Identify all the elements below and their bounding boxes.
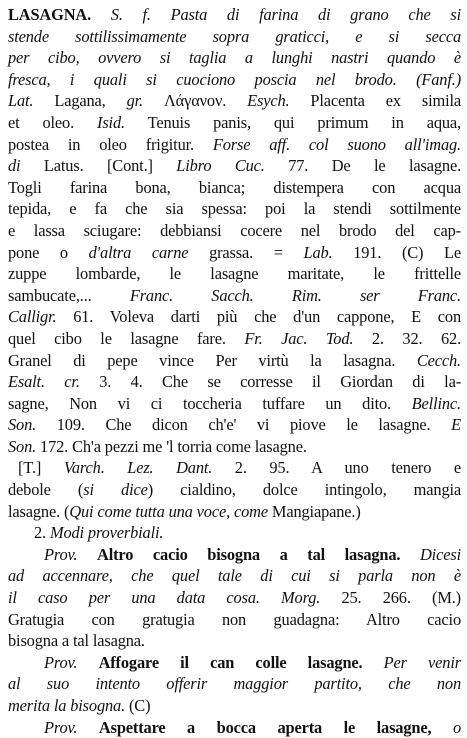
headword-text: Affogare il can colle lasagne. [98, 652, 363, 672]
body-text: ) cialdino, dolce intingolo, mangia [147, 480, 462, 500]
text-line [8, 198, 461, 220]
body-text: tepida, e fa che sia spessa: poi la stendi sottilmente [8, 199, 461, 219]
italic-text: Qui come tutta una voce, come [69, 501, 268, 521]
body-text [91, 5, 111, 24]
body-text: grassa. = [188, 242, 304, 262]
body-text: Latus. [Cont.] [20, 156, 177, 176]
text-line [8, 263, 461, 285]
body-text: Granel di pepe vince Per virtù la lasagna. [8, 350, 417, 370]
italic-text: di [8, 156, 21, 176]
text-line [8, 457, 461, 479]
italic-text: Lat. [8, 91, 34, 111]
body-text: Gratugia con gratugia non guadagna: Altro cacio [8, 609, 461, 629]
italic-text: Prov. [44, 652, 78, 672]
text-line [8, 695, 461, 717]
text-line [8, 155, 461, 177]
body-text: 2. 32. 62. [353, 328, 462, 348]
italic-text: il caso per una data cosa. Morg. [8, 588, 321, 608]
body-text: 191. (C) Le [332, 242, 461, 262]
body-text: 61. Voleva darti più che d'un cappone, E con [56, 307, 461, 327]
text-line [8, 4, 461, 26]
text-line [8, 177, 461, 199]
body-text [363, 653, 384, 672]
text-line [8, 609, 461, 631]
headword-text: LASAGNA. [8, 5, 92, 24]
italic-text: per cibo, ovvero si taglia a lunghi nastri quando è [8, 48, 461, 68]
text-line [8, 220, 461, 242]
headword-text: Aspettare a bocca aperta le lasagne, [98, 717, 432, 737]
dictionary-entry-lasagna [8, 4, 461, 738]
body-text: 172. Ch'a pezzi me 'l torria come lasagne. [36, 436, 307, 456]
text-line [8, 350, 461, 372]
italic-text: ad accennare, che quel tale di cui si parla non è [8, 566, 461, 586]
body-text: lasagne. ( [8, 501, 70, 521]
italic-text: Fr. Jac. Tod. [244, 328, 354, 348]
text-line [8, 522, 461, 544]
body-text: postea in oleo frigitur. [8, 134, 213, 154]
text-line [8, 328, 461, 350]
body-text: debole ( [8, 480, 84, 500]
text-line [8, 565, 461, 587]
text-line [8, 371, 461, 393]
body-text [77, 718, 99, 737]
body-text: 3. 4. Che se corresse il Giordan di la- [79, 372, 461, 392]
italic-text: Isid. [97, 112, 125, 132]
italic-text: Forse aff. col suono all'imag. [212, 134, 462, 154]
text-line [8, 414, 461, 436]
body-text: 25. 266. (M.) [320, 588, 461, 608]
italic-text: Prov. [44, 544, 78, 564]
italic-text: Esalt. cr. [8, 372, 80, 392]
body-text: pone o [8, 242, 89, 262]
italic-text: merita la bisogna. [8, 696, 126, 715]
italic-text: d'altra carne [88, 242, 189, 262]
body-text: et oleo. [8, 112, 98, 132]
body-text [77, 545, 97, 564]
body-text: sambucate,... [8, 285, 130, 305]
text-line [8, 69, 461, 91]
italic-text: Bellinc. [411, 393, 461, 413]
body-text [400, 545, 420, 564]
body-text: 2. [34, 523, 50, 543]
italic-text: o [452, 717, 462, 737]
text-line [8, 673, 461, 695]
body-text: Togli farina bona, bianca; distempera con acqua [8, 177, 461, 197]
italic-text: si dice [83, 480, 148, 500]
body-text: Λάγανον. [142, 91, 248, 111]
body-text: e lassa sciugare: debbiansi cocere nel brodo del cap- [8, 220, 461, 240]
italic-text: Cecch. [416, 350, 461, 370]
body-text: (C) [125, 696, 151, 715]
body-text [431, 718, 453, 737]
italic-text: Prov. [44, 717, 78, 737]
italic-text: Franc. Sacch. Rim. ser Franc. [129, 285, 461, 305]
text-line [8, 717, 461, 738]
italic-text: Modi proverbiali. [49, 523, 164, 543]
body-text: quel cibo le lasagne fare. [8, 328, 245, 348]
italic-text: Lab. [303, 242, 333, 262]
text-line [8, 242, 461, 264]
italic-text: al suo intento offerir maggior partito, che non [8, 674, 461, 694]
body-text: 109. Che dicon ch'e' vi piove le lasagne. [36, 415, 452, 435]
italic-text: Calligr. [8, 307, 57, 327]
italic-text: gr. [126, 91, 143, 111]
italic-text: Esych. [247, 91, 290, 111]
text-line [8, 306, 461, 328]
italic-text: stende sottilissimamente sopra graticci, e si secca [8, 26, 461, 46]
text-line [8, 393, 461, 415]
body-text: Tenuis panis, qui primum in aqua, [124, 112, 461, 132]
italic-text: Son. [8, 415, 37, 435]
italic-text: S. f. Pasta di farina di grano che si [110, 5, 461, 24]
text-line [8, 436, 461, 458]
text-line [8, 90, 461, 112]
body-text: 2. 95. A uno tenero e [212, 458, 461, 478]
italic-text: Varch. Lez. Dant. [63, 458, 213, 478]
text-line [8, 112, 461, 134]
italic-text: Dicesi [420, 544, 461, 564]
text-line [8, 479, 461, 501]
body-text: sagne, Non vi ci toccheria tuffare un dito. [8, 393, 412, 413]
text-line [8, 285, 461, 307]
italic-text: fresca, i quali si cuociono poscia nel brodo. (Fanf.) [8, 69, 461, 89]
text-line [8, 134, 461, 156]
body-text: bisogna a tal lasagna. [8, 631, 145, 651]
body-text: Mangiapane.) [267, 501, 361, 521]
italic-text: E [451, 415, 461, 435]
body-text: 77. De le lasagne. [264, 156, 462, 176]
italic-text: Son. [8, 436, 37, 456]
headword-text: Altro cacio bisogna a tal lasagna. [97, 544, 401, 564]
text-line [8, 47, 461, 69]
italic-text: Per venir [383, 652, 461, 672]
body-text [77, 653, 98, 672]
body-text: zuppe lombarde, le lasagne maritate, le frittelle [8, 264, 461, 284]
italic-text: Libro Cuc. [176, 156, 265, 176]
text-line [8, 544, 461, 566]
text-line [8, 652, 461, 674]
text-line [8, 501, 461, 523]
body-text: [T.] [18, 458, 64, 478]
text-line [8, 630, 461, 652]
text-line [8, 587, 461, 609]
body-text: Lagana, [33, 91, 127, 111]
text-line [8, 26, 461, 48]
body-text: Placenta ex simila [289, 91, 461, 111]
